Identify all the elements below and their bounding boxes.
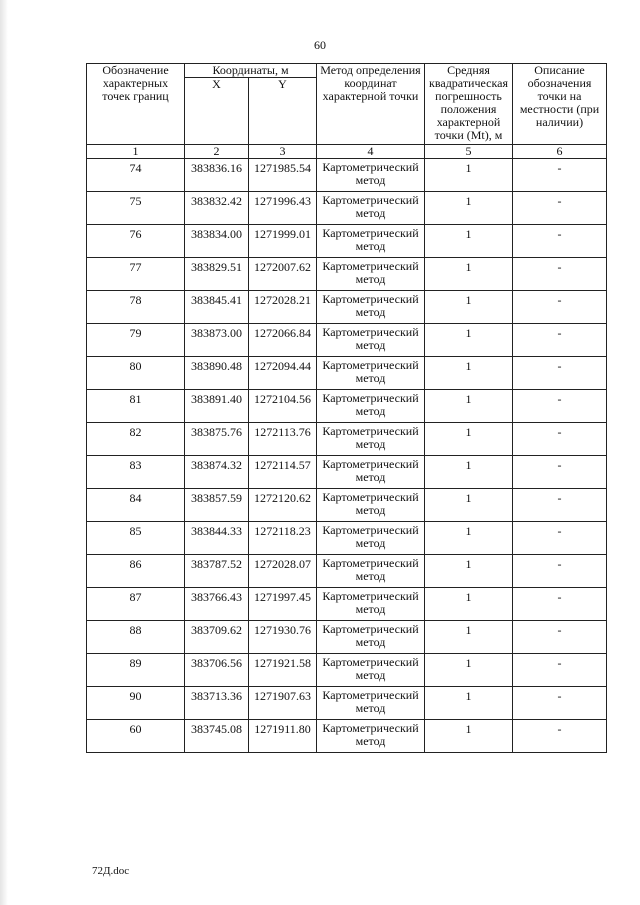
x-coordinate-cell: 383709.62 — [185, 621, 249, 654]
x-coordinate-cell: 383766.43 — [185, 588, 249, 621]
header-error: Средняя квадратическая погрешность положения характерной точки (Mt), м — [425, 64, 513, 145]
description-cell: - — [513, 555, 607, 588]
error-cell: 1 — [425, 423, 513, 456]
table-row — [87, 555, 607, 588]
table-row — [87, 192, 607, 225]
column-index-cell: 4 — [317, 145, 425, 159]
column-index-cell: 6 — [513, 145, 607, 159]
description-cell: - — [513, 588, 607, 621]
description-cell: - — [513, 357, 607, 390]
error-cell: 1 — [425, 357, 513, 390]
error-cell: 1 — [425, 258, 513, 291]
y-coordinate-cell: 1272028.21 — [249, 291, 317, 324]
error-cell: 1 — [425, 621, 513, 654]
error-cell: 1 — [425, 291, 513, 324]
error-cell: 1 — [425, 522, 513, 555]
y-coordinate-cell: 1271921.58 — [249, 654, 317, 687]
point-cell: 90 — [87, 687, 185, 720]
header-description: Описание обозначения точки на местности (при наличии) — [513, 64, 607, 145]
page-number: 60 — [314, 38, 326, 52]
y-coordinate-cell: 1272028.07 — [249, 555, 317, 588]
y-coordinate-cell: 1272118.23 — [249, 522, 317, 555]
x-coordinate-cell: 383873.00 — [185, 324, 249, 357]
method-cell: Картометрический метод — [317, 258, 425, 291]
method-cell: Картометрический метод — [317, 621, 425, 654]
y-coordinate-cell: 1271930.76 — [249, 621, 317, 654]
point-cell: 86 — [87, 555, 185, 588]
method-cell: Картометрический метод — [317, 390, 425, 423]
y-coordinate-cell: 1271997.45 — [249, 588, 317, 621]
error-cell: 1 — [425, 588, 513, 621]
scan-edge — [0, 0, 8, 905]
x-coordinate-cell: 383745.08 — [185, 720, 249, 753]
description-cell: - — [513, 654, 607, 687]
header-coordinates: Координаты, м — [185, 64, 317, 78]
table-row — [87, 720, 607, 753]
y-coordinate-cell: 1272094.44 — [249, 357, 317, 390]
x-coordinate-cell: 383713.36 — [185, 687, 249, 720]
point-cell: 83 — [87, 456, 185, 489]
method-cell: Картометрический метод — [317, 192, 425, 225]
x-coordinate-cell: 383787.52 — [185, 555, 249, 588]
column-index-cell: 3 — [249, 145, 317, 159]
point-cell: 76 — [87, 225, 185, 258]
point-cell: 78 — [87, 291, 185, 324]
point-cell: 88 — [87, 621, 185, 654]
point-cell: 79 — [87, 324, 185, 357]
table-row — [87, 423, 607, 456]
description-cell: - — [513, 489, 607, 522]
description-cell: - — [513, 456, 607, 489]
y-coordinate-cell: 1272104.56 — [249, 390, 317, 423]
description-cell: - — [513, 720, 607, 753]
table-row — [87, 324, 607, 357]
error-cell: 1 — [425, 654, 513, 687]
method-cell: Картометрический метод — [317, 720, 425, 753]
description-cell: - — [513, 621, 607, 654]
table-row — [87, 522, 607, 555]
point-cell: 81 — [87, 390, 185, 423]
column-index-cell: 1 — [87, 145, 185, 159]
x-coordinate-cell: 383857.59 — [185, 489, 249, 522]
x-coordinate-cell: 383874.32 — [185, 456, 249, 489]
table-row — [87, 258, 607, 291]
y-coordinate-cell: 1272113.76 — [249, 423, 317, 456]
x-coordinate-cell: 383834.00 — [185, 225, 249, 258]
y-coordinate-cell: 1271907.63 — [249, 687, 317, 720]
method-cell: Картометрический метод — [317, 555, 425, 588]
table-row — [87, 159, 607, 192]
column-index-row — [87, 145, 607, 159]
x-coordinate-cell: 383875.76 — [185, 423, 249, 456]
method-cell: Картометрический метод — [317, 159, 425, 192]
method-cell: Картометрический метод — [317, 357, 425, 390]
method-cell: Картометрический метод — [317, 654, 425, 687]
error-cell: 1 — [425, 555, 513, 588]
error-cell: 1 — [425, 456, 513, 489]
description-cell: - — [513, 225, 607, 258]
method-cell: Картометрический метод — [317, 456, 425, 489]
table-body — [87, 159, 607, 753]
x-coordinate-cell: 383829.51 — [185, 258, 249, 291]
x-coordinate-cell: 383706.56 — [185, 654, 249, 687]
point-cell: 82 — [87, 423, 185, 456]
y-coordinate-cell: 1272007.62 — [249, 258, 317, 291]
point-cell: 89 — [87, 654, 185, 687]
header-y: Y — [249, 78, 317, 145]
footer-filename: 72Д.doc — [92, 865, 130, 877]
method-cell: Картометрический метод — [317, 687, 425, 720]
table-row — [87, 390, 607, 423]
x-coordinate-cell: 383891.40 — [185, 390, 249, 423]
table-row — [87, 621, 607, 654]
description-cell: - — [513, 423, 607, 456]
description-cell: - — [513, 687, 607, 720]
description-cell: - — [513, 390, 607, 423]
method-cell: Картометрический метод — [317, 588, 425, 621]
x-coordinate-cell: 383845.41 — [185, 291, 249, 324]
error-cell: 1 — [425, 687, 513, 720]
table-row — [87, 291, 607, 324]
method-cell: Картометрический метод — [317, 522, 425, 555]
boundary-points-table — [86, 63, 607, 753]
point-cell: 85 — [87, 522, 185, 555]
y-coordinate-cell: 1271985.54 — [249, 159, 317, 192]
header-row — [87, 64, 607, 78]
method-cell: Картометрический метод — [317, 423, 425, 456]
point-cell: 75 — [87, 192, 185, 225]
description-cell: - — [513, 192, 607, 225]
error-cell: 1 — [425, 324, 513, 357]
column-index-cell: 2 — [185, 145, 249, 159]
error-cell: 1 — [425, 720, 513, 753]
column-index-cell: 5 — [425, 145, 513, 159]
x-coordinate-cell: 383832.42 — [185, 192, 249, 225]
description-cell: - — [513, 258, 607, 291]
header-designation: Обозначение характерных точек границ — [87, 64, 185, 145]
x-coordinate-cell: 383890.48 — [185, 357, 249, 390]
point-cell: 80 — [87, 357, 185, 390]
y-coordinate-cell: 1272120.62 — [249, 489, 317, 522]
y-coordinate-cell: 1271996.43 — [249, 192, 317, 225]
y-coordinate-cell: 1272066.84 — [249, 324, 317, 357]
y-coordinate-cell: 1271911.80 — [249, 720, 317, 753]
header-method: Метод определения координат характерной точки — [317, 64, 425, 145]
error-cell: 1 — [425, 192, 513, 225]
header-x: X — [185, 78, 249, 145]
error-cell: 1 — [425, 489, 513, 522]
description-cell: - — [513, 324, 607, 357]
description-cell: - — [513, 522, 607, 555]
method-cell: Картометрический метод — [317, 489, 425, 522]
table-row — [87, 456, 607, 489]
error-cell: 1 — [425, 390, 513, 423]
point-cell: 84 — [87, 489, 185, 522]
x-coordinate-cell: 383836.16 — [185, 159, 249, 192]
point-cell: 77 — [87, 258, 185, 291]
description-cell: - — [513, 291, 607, 324]
description-cell: - — [513, 159, 607, 192]
method-cell: Картометрический метод — [317, 225, 425, 258]
point-cell: 60 — [87, 720, 185, 753]
y-coordinate-cell: 1271999.01 — [249, 225, 317, 258]
point-cell: 74 — [87, 159, 185, 192]
table-row — [87, 225, 607, 258]
table-row — [87, 357, 607, 390]
table-row — [87, 654, 607, 687]
error-cell: 1 — [425, 159, 513, 192]
x-coordinate-cell: 383844.33 — [185, 522, 249, 555]
method-cell: Картометрический метод — [317, 291, 425, 324]
point-cell: 87 — [87, 588, 185, 621]
table-row — [87, 588, 607, 621]
table-row — [87, 489, 607, 522]
y-coordinate-cell: 1272114.57 — [249, 456, 317, 489]
method-cell: Картометрический метод — [317, 324, 425, 357]
table-row — [87, 687, 607, 720]
error-cell: 1 — [425, 225, 513, 258]
